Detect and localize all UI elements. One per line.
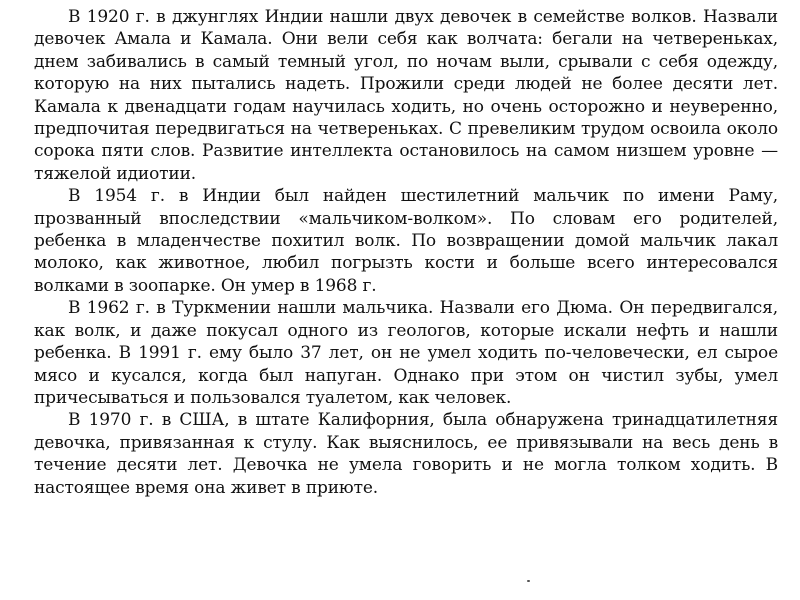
paragraph-dyuma: В 1962 г. в Туркмении нашли мальчика. Назвали его Дюма. Он передвигался, как волк, и даже покусал одного из геологов, которые искали нефть и нашли ребенка. В 1991 г. ему было 37 лет, он не умел ходить по-человечески, ел сырое мясо и кусался, когда был напуган. Однако при этом он чистил зубы, умел причесываться и пользовался туалетом, как человек. (34, 298, 778, 408)
paragraph-ramu: В 1954 г. в Индии был найден шестилетний мальчик по имени Раму, прозванный впоследствии «мальчиком-волком». По словам его родителей, ребенка в младенчестве похитил волк. По возвращении домой мальчик лакал молоко, как животное, любил погрызть кости и больше всего интересовался волками в зоопарке. Он умер в 1968 г. (34, 186, 778, 296)
scan-speck (527, 580, 530, 582)
document-page (34, 6, 778, 499)
paragraph-california-girl: В 1970 г. в США, в штате Калифорния, была обнаружена тринадцатилетняя девочка, привязанная к стулу. Как выяснилось, ее привязывали на весь день в течение десяти лет. Девочка не умела говорить и не могла толком ходить. В настоящее время она живет в приюте. (34, 410, 778, 498)
paragraph-amala-kamala: В 1920 г. в джунглях Индии нашли двух девочек в семействе волков. Назвали девочек Амала и Камала. Они вели себя как волчата: бегали на четвереньках, днем забивались в самый темный угол, по ночам выли, срывали с себя одежду, которую на них пытались надеть. Прожили среди людей не более десяти лет. Камала к двенадцати годам научилась ходить, но очень осторожно и неуверенно, предпочитая передвигаться на четвереньках. С превеликим трудом освоила около сорока пяти слов. Развитие интеллекта остановилось на самом низшем уровне — тяжелой идиотии. (34, 7, 778, 184)
